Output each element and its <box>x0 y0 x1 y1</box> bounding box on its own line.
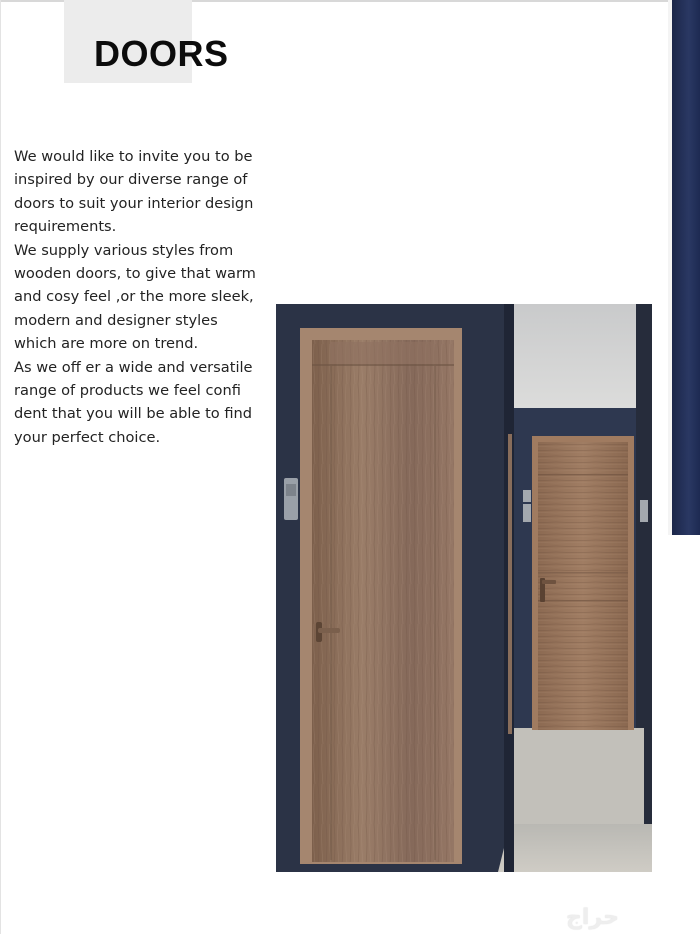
intro-paragraph-2: We supply various styles from wooden doors, to give that warm and cosy feel ,or the more sleek, modern and designer styles which are more on trend. <box>14 241 256 353</box>
intro-text <box>14 145 264 449</box>
floor <box>498 824 652 872</box>
intro-paragraph-1: We would like to invite you to be inspired by our diverse range of doors to suit your interior design requirements. <box>14 148 254 236</box>
page-left-border <box>0 0 1 934</box>
watermark-logo: حراج <box>566 905 619 930</box>
doors-photo <box>276 304 652 872</box>
accent-side-bar <box>672 0 700 535</box>
intro-paragraph-3: As we off er a wide and versatile range of products we feel confi dent that you will be able to find your perfect choice. <box>14 358 253 446</box>
floor-far <box>510 728 644 824</box>
page-title: DOORS <box>94 33 229 74</box>
glass-panel <box>510 304 636 408</box>
